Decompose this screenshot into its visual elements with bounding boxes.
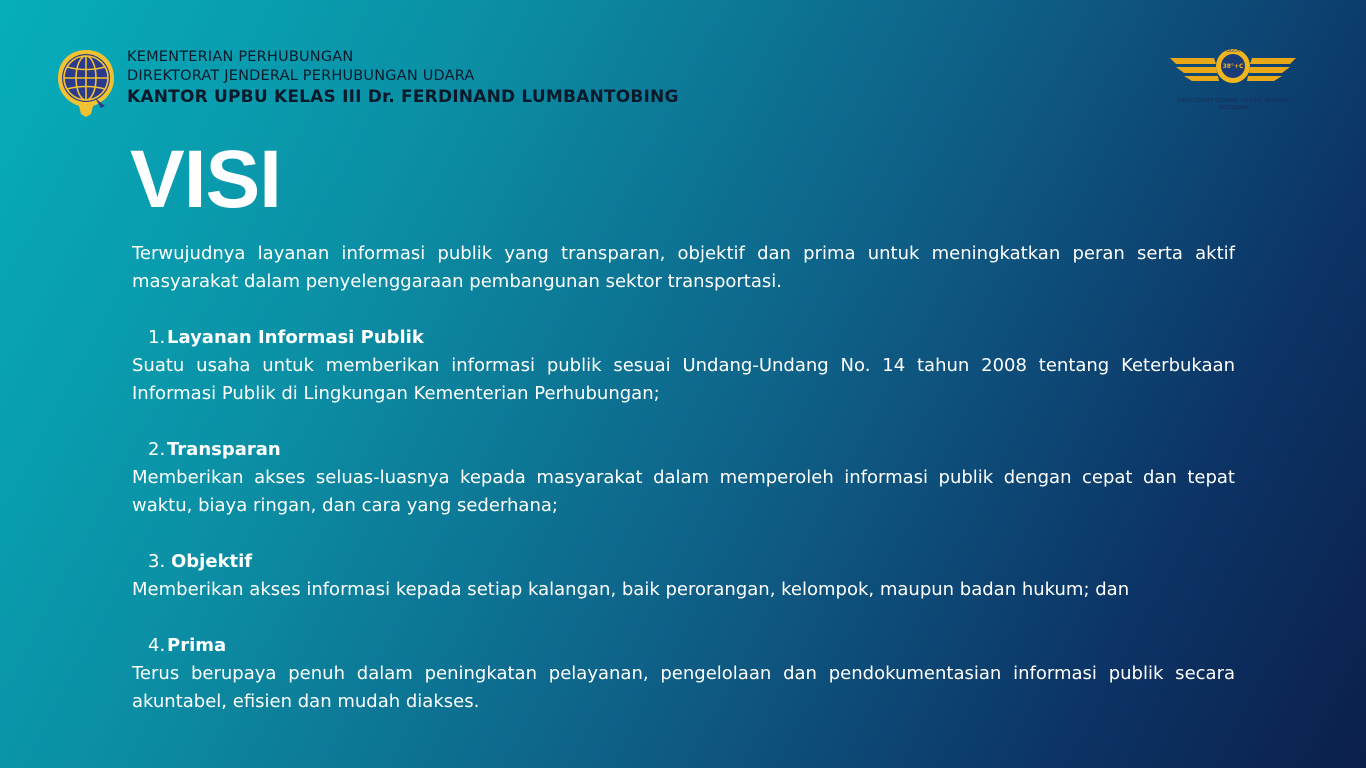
item-title: Layanan Informasi Publik (167, 327, 424, 348)
dgca-logo-badge-text: 38°+C (1222, 63, 1244, 70)
item-description: Terus berupaya penuh dalam peningkatan pelayanan, pengelolaan dan pendokumentasian informasi publik secara akuntabel, efisien dan mudah diakses. (132, 663, 1235, 712)
page-title: VISI (130, 134, 281, 225)
item-description: Memberikan akses seluas-luasnya kepada masyarakat dalam memperoleh informasi publik dengan cepat dan tepat waktu, biaya ringan, dan cara yang sederhana; (132, 467, 1235, 516)
dgca-logo (1170, 46, 1296, 112)
header-institution (127, 48, 679, 109)
list-item (132, 632, 1235, 716)
item-number: 4. (148, 635, 166, 656)
item-description: Suatu usaha untuk memberikan informasi publik sesuai Undang-Undang No. 14 tahun 2008 tentang Keterbukaan Informasi Publik di Lingkungan Kementerian Perhubungan; (132, 355, 1235, 404)
dgca-logo-top-text: DGCA (1226, 49, 1240, 54)
item-description: Memberikan akses informasi kepada setiap kalangan, baik perorangan, kelompok, maupun badan hukum; dan (132, 579, 1130, 600)
dgca-logo-text-line1: DIRECTORATE GENERAL OF CIVIL AVIATION (1177, 98, 1289, 104)
dgca-logo-text-line2: INDONESIA (1218, 105, 1248, 111)
ministry-name: KEMENTERIAN PERHUBUNGAN (127, 49, 354, 65)
vision-content (132, 240, 1235, 716)
item-number: 2. (148, 439, 166, 460)
list-item (132, 548, 1235, 604)
directorate-name: DIREKTORAT JENDERAL PERHUBUNGAN UDARA (127, 68, 475, 84)
item-title: Transparan (167, 439, 281, 460)
list-item (132, 324, 1235, 408)
office-name: KANTOR UPBU KELAS III Dr. FERDINAND LUMBANTOBING (127, 87, 679, 107)
ministry-emblem-logo (55, 48, 117, 118)
item-title: Objektif (171, 551, 253, 572)
item-title: Prima (167, 635, 227, 656)
list-item (132, 436, 1235, 520)
vision-statement: Terwujudnya layanan informasi publik yang transparan, objektif dan prima untuk meningkatkan peran serta aktif masyarakat dalam penyelenggaraan pembangunan sektor transportasi. (132, 243, 1235, 292)
item-number: 3. (148, 551, 166, 572)
item-number: 1. (148, 327, 166, 348)
